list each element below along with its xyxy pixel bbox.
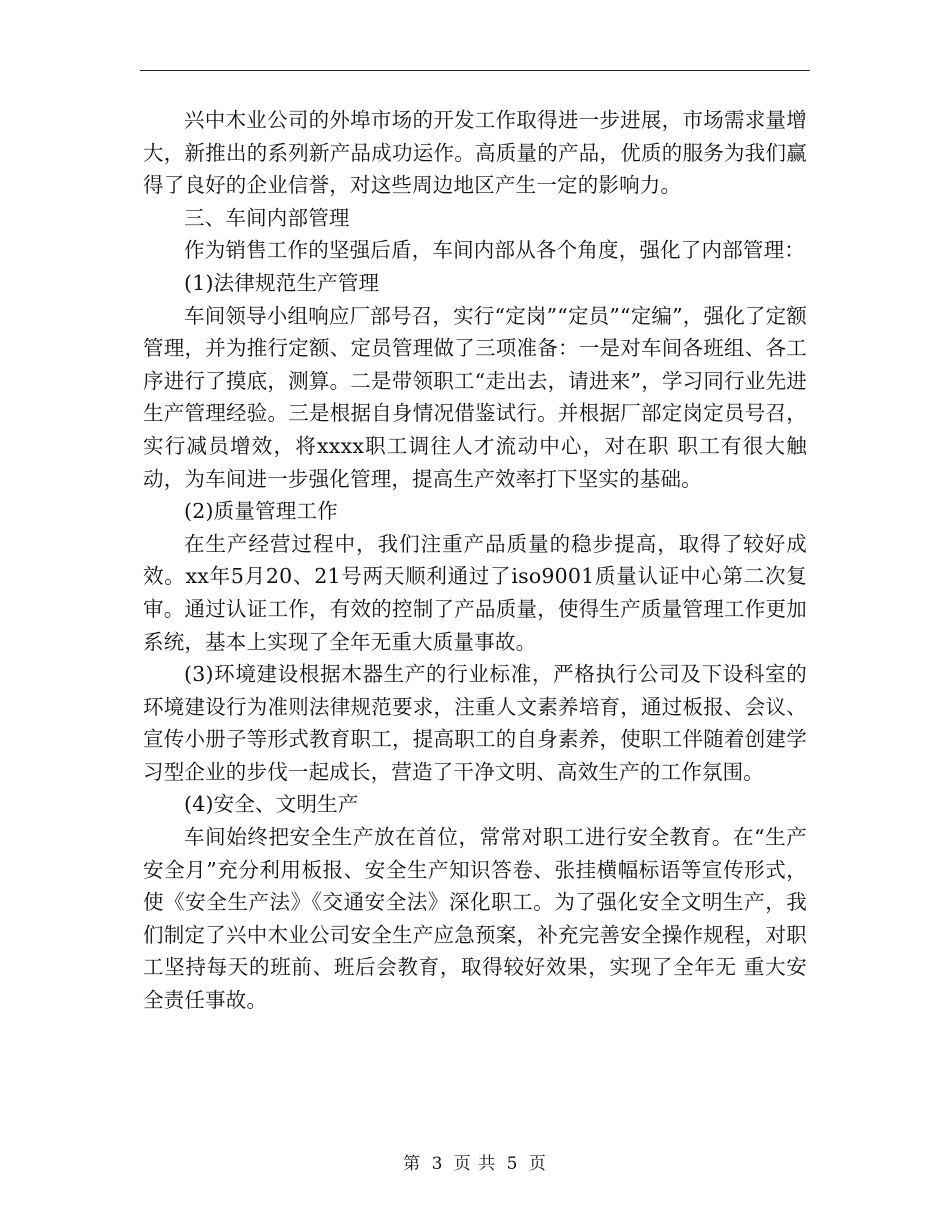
- footer-suffix: 页: [528, 1154, 547, 1174]
- section-heading: 三、车间内部管理: [184, 205, 350, 230]
- subsection-heading: (1)法律规范生产管理: [184, 270, 380, 295]
- paragraph: 作为销售工作的坚强后盾，车间内部从各个角度，强化了内部管理：: [184, 238, 805, 263]
- footer-middle: 页 共: [453, 1154, 497, 1174]
- paragraph: 在生产经营过程中，我们注重产品质量的稳步提高，取得了较好成效。xx年5月20、21号两天顺利通过了iso9001质量认证中心第二次复审。通过认证工作，有效的控制了产品质量，使得生产质量管理工作更加系统，基本上实现了全年无重大质量事故。: [143, 531, 807, 654]
- paragraph: (3)环境建设根据木器生产的行业标准，严格执行公司及下设科室的环境建设行为准则法律规范要求，注重人文素养培育，通过板报、会议、宣传小册子等形式教育职工，提高职工的自身素养，使职工伴随着创建学习型企业的步伐一起成长，营造了干净文明、高效生产的工作氛围。: [143, 662, 807, 784]
- page-footer: [0, 1153, 950, 1175]
- paragraph: 兴中木业公司的外埠市场的开发工作取得进一步进展，市场需求量增大，新推出的系列新产品成功运作。高质量的产品，优质的服务为我们赢得了良好的企业信誉，对这些周边地区产生一定的影响力。: [143, 108, 807, 198]
- subsection-heading: (4)安全、文明生产: [184, 792, 359, 817]
- subsection-heading: (2)质量管理工作: [184, 499, 338, 524]
- footer-prefix: 第: [403, 1154, 422, 1174]
- paragraph: 车间领导小组响应厂部号召，实行“定岗”“定员”“定编”，强化了定额管理，并为推行定额、定员管理做了三项准备：一是对车间各班组、各工序进行了摸底，测算。二是带领职工“走出去，请进来”，学习同行业先进生产管理经验。三是根据自身情况借鉴试行。并根据厂部定岗定员号召，实行减员增效，将xxxx职工调往人才流动中心，对在职 职工有很大触动，为车间进一步强化管理，提高生产效率打下坚实的基础。: [143, 303, 807, 491]
- paragraph: 车间始终把安全生产放在首位，常常对职工进行安全教育。在“生产安全月”充分利用板报、安全生产知识答卷、张挂横幅标语等宣传形式，使《安全生产法》《交通安全法》深化职工。为了强化安全文明生产，我们制定了兴中木业公司安全生产应急预案，补充完善安全操作规程，对职工坚持每天的班前、班后会教育，取得较好效果，实现了全年无 重大安全责任事故。: [143, 825, 807, 1013]
- footer-page-number: 3: [431, 1154, 444, 1174]
- body-text: [143, 104, 807, 1017]
- header-rule: [140, 70, 810, 71]
- footer-total-pages: 5: [506, 1154, 519, 1174]
